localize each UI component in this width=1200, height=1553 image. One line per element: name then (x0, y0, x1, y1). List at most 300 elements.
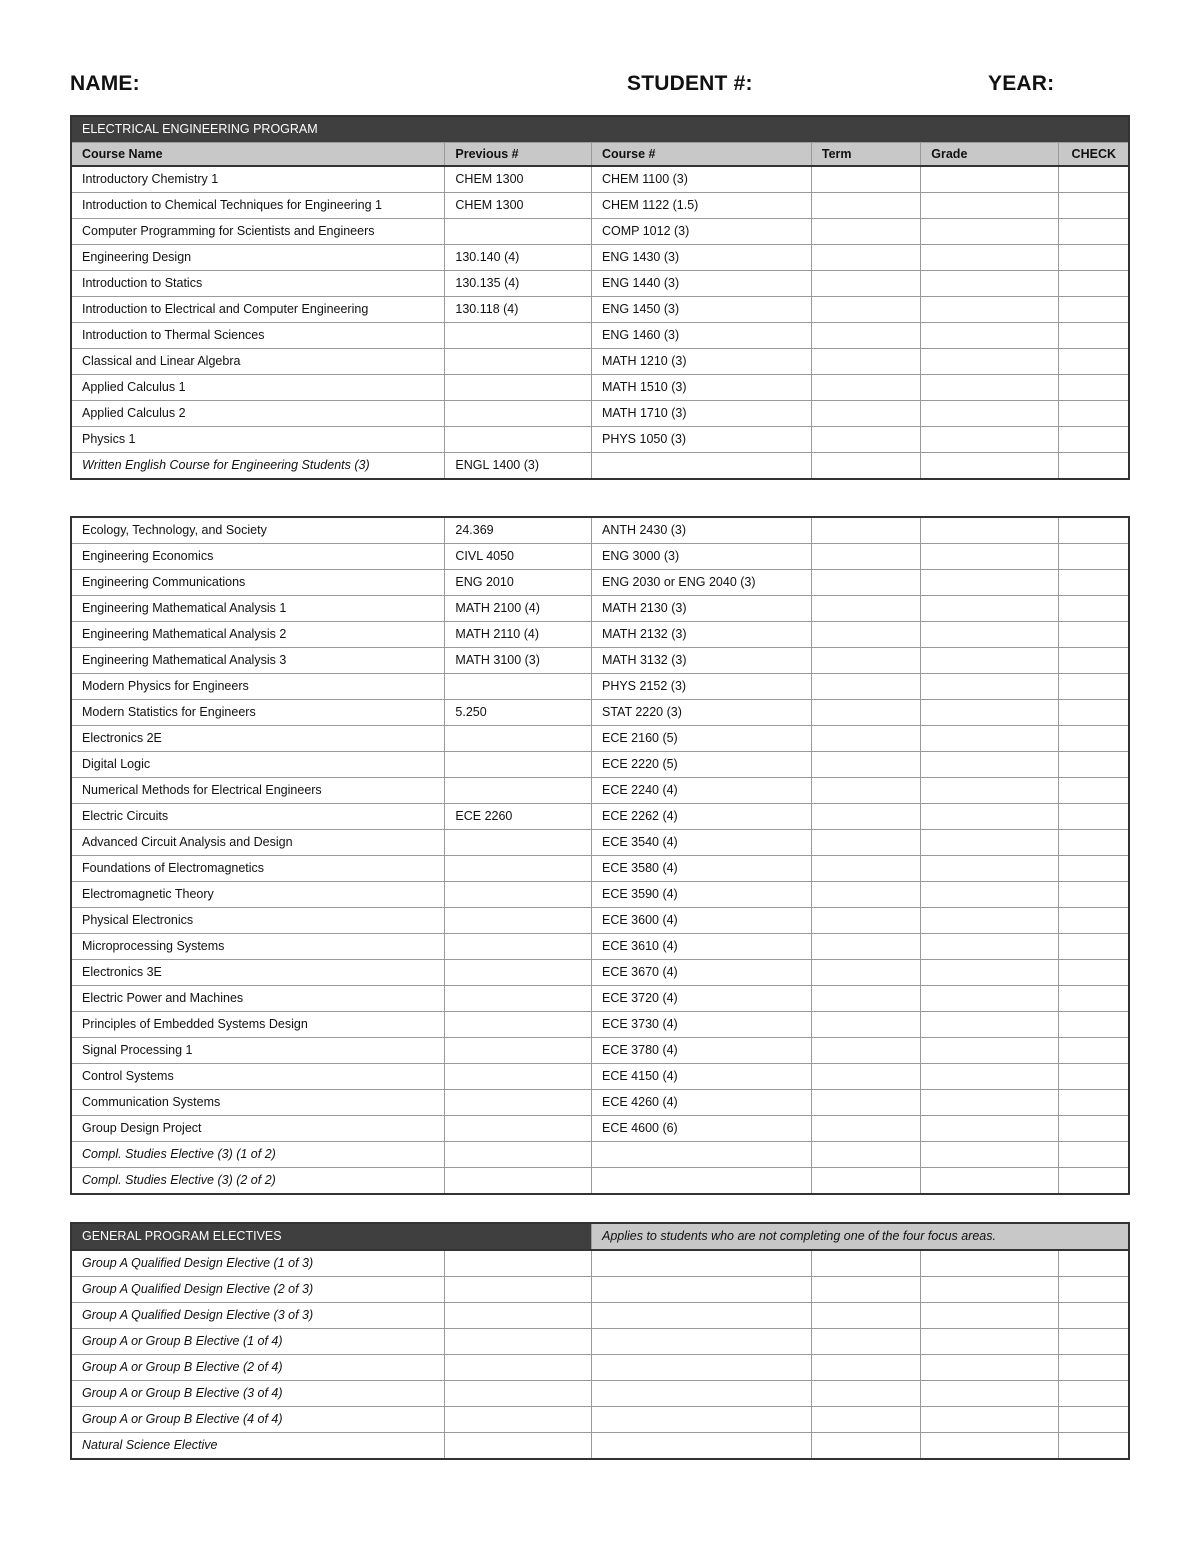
term-cell[interactable] (811, 517, 920, 544)
course-name-cell: Engineering Mathematical Analysis 3 (71, 648, 445, 674)
check-cell[interactable] (1059, 1433, 1129, 1460)
previous-number-cell: MATH 2110 (4) (445, 622, 592, 648)
term-cell[interactable] (811, 1064, 920, 1090)
term-cell[interactable] (811, 674, 920, 700)
term-cell[interactable] (811, 1407, 920, 1433)
previous-number-cell (445, 908, 592, 934)
col-course-name: Course Name (71, 143, 445, 167)
check-cell[interactable] (1059, 245, 1129, 271)
previous-number-cell (445, 934, 592, 960)
previous-number-cell (445, 1433, 592, 1460)
course-name-cell: Signal Processing 1 (71, 1038, 445, 1064)
term-cell[interactable] (811, 297, 920, 323)
elective-name-cell: Group A Qualified Design Elective (2 of 3) (71, 1277, 445, 1303)
grade-cell[interactable] (921, 297, 1059, 323)
previous-number-cell (445, 778, 592, 804)
elective-row (71, 1381, 1129, 1407)
previous-number-cell: MATH 2100 (4) (445, 596, 592, 622)
upper-year-rows (71, 517, 1129, 1194)
grade-cell[interactable] (921, 219, 1059, 245)
grade-cell[interactable] (921, 427, 1059, 453)
course-number-cell: ECE 3540 (4) (591, 830, 811, 856)
check-cell[interactable] (1059, 453, 1129, 480)
previous-number-cell (445, 1142, 592, 1168)
course-number-cell: ECE 3580 (4) (591, 856, 811, 882)
previous-number-cell: ECE 2260 (445, 804, 592, 830)
previous-number-cell: 130.118 (4) (445, 297, 592, 323)
term-cell[interactable] (811, 349, 920, 375)
previous-number-cell (445, 1381, 592, 1407)
check-cell[interactable] (1059, 1012, 1129, 1038)
check-cell[interactable] (1059, 427, 1129, 453)
check-cell[interactable] (1059, 544, 1129, 570)
course-number-cell: ENG 3000 (3) (591, 544, 811, 570)
term-cell[interactable] (811, 908, 920, 934)
course-row (71, 219, 1129, 245)
grade-cell[interactable] (921, 323, 1059, 349)
elective-name-cell: Group A Qualified Design Elective (3 of 3) (71, 1303, 445, 1329)
term-cell[interactable] (811, 245, 920, 271)
course-number-cell[interactable] (591, 1381, 811, 1407)
course-number-cell[interactable] (591, 1250, 811, 1277)
course-number-cell[interactable] (591, 1433, 811, 1460)
student-number-label: STUDENT #: (627, 72, 753, 95)
course-name-cell: Modern Physics for Engineers (71, 674, 445, 700)
term-cell[interactable] (811, 544, 920, 570)
grade-cell[interactable] (921, 1012, 1059, 1038)
course-row (71, 1038, 1129, 1064)
check-cell[interactable] (1059, 1038, 1129, 1064)
course-number-cell: ECE 2262 (4) (591, 804, 811, 830)
check-cell[interactable] (1059, 297, 1129, 323)
grade-cell[interactable] (921, 700, 1059, 726)
course-row (71, 752, 1129, 778)
check-cell[interactable] (1059, 219, 1129, 245)
grade-cell[interactable] (921, 453, 1059, 480)
course-number-cell: ECE 3600 (4) (591, 908, 811, 934)
course-row (71, 726, 1129, 752)
grade-cell[interactable] (921, 856, 1059, 882)
grade-cell[interactable] (921, 622, 1059, 648)
check-cell[interactable] (1059, 596, 1129, 622)
check-cell[interactable] (1059, 193, 1129, 219)
electives-header-row (71, 1223, 1129, 1250)
previous-number-cell: MATH 3100 (3) (445, 648, 592, 674)
course-number-cell: ECE 3730 (4) (591, 1012, 811, 1038)
course-row (71, 1012, 1129, 1038)
course-number-cell: ECE 3720 (4) (591, 986, 811, 1012)
course-number-cell: ENG 1430 (3) (591, 245, 811, 271)
term-cell[interactable] (811, 960, 920, 986)
previous-number-cell: CHEM 1300 (445, 193, 592, 219)
course-row (71, 934, 1129, 960)
term-cell[interactable] (811, 219, 920, 245)
check-cell[interactable] (1059, 674, 1129, 700)
check-cell[interactable] (1059, 1090, 1129, 1116)
course-number-cell: ENG 2030 or ENG 2040 (3) (591, 570, 811, 596)
term-cell[interactable] (811, 752, 920, 778)
course-name-cell: Engineering Communications (71, 570, 445, 596)
previous-number-cell (445, 427, 592, 453)
check-cell[interactable] (1059, 856, 1129, 882)
course-row (71, 1064, 1129, 1090)
course-number-cell: STAT 2220 (3) (591, 700, 811, 726)
course-number-cell: ECE 4260 (4) (591, 1090, 811, 1116)
previous-number-cell: 130.140 (4) (445, 245, 592, 271)
previous-number-cell (445, 375, 592, 401)
grade-cell[interactable] (921, 1381, 1059, 1407)
elective-name-cell: Group A Qualified Design Elective (1 of 3) (71, 1250, 445, 1277)
previous-number-cell (445, 349, 592, 375)
grade-cell[interactable] (921, 375, 1059, 401)
term-cell[interactable] (811, 1012, 920, 1038)
course-name-cell: Compl. Studies Elective (3) (2 of 2) (71, 1168, 445, 1195)
course-name-cell: Introduction to Electrical and Computer Engineering (71, 297, 445, 323)
course-row (71, 271, 1129, 297)
grade-cell[interactable] (921, 1250, 1059, 1277)
previous-number-cell (445, 1407, 592, 1433)
course-number-cell[interactable] (591, 1407, 811, 1433)
grade-cell[interactable] (921, 570, 1059, 596)
student-info-header (70, 72, 1130, 102)
grade-cell[interactable] (921, 1168, 1059, 1195)
check-cell[interactable] (1059, 648, 1129, 674)
check-cell[interactable] (1059, 986, 1129, 1012)
term-cell[interactable] (811, 778, 920, 804)
term-cell[interactable] (811, 726, 920, 752)
course-row (71, 1116, 1129, 1142)
course-row (71, 375, 1129, 401)
check-cell[interactable] (1059, 517, 1129, 544)
course-name-cell: Introduction to Thermal Sciences (71, 323, 445, 349)
course-number-cell: MATH 2132 (3) (591, 622, 811, 648)
check-cell[interactable] (1059, 1329, 1129, 1355)
previous-number-cell (445, 1329, 592, 1355)
previous-number-cell (445, 960, 592, 986)
course-row (71, 960, 1129, 986)
course-number-cell: ECE 2220 (5) (591, 752, 811, 778)
course-row (71, 453, 1129, 480)
elective-name-cell: Group A or Group B Elective (2 of 4) (71, 1355, 445, 1381)
elective-name-cell: Group A or Group B Elective (3 of 4) (71, 1381, 445, 1407)
previous-number-cell (445, 401, 592, 427)
grade-cell[interactable] (921, 166, 1059, 193)
course-number-cell (591, 1168, 811, 1195)
course-row (71, 517, 1129, 544)
term-cell[interactable] (811, 986, 920, 1012)
upper-year-table (70, 516, 1130, 1195)
check-cell[interactable] (1059, 1277, 1129, 1303)
grade-cell[interactable] (921, 674, 1059, 700)
check-cell[interactable] (1059, 375, 1129, 401)
check-cell[interactable] (1059, 960, 1129, 986)
course-row (71, 193, 1129, 219)
check-cell[interactable] (1059, 1064, 1129, 1090)
previous-number-cell (445, 219, 592, 245)
col-check: CHECK (1059, 143, 1129, 167)
grade-cell[interactable] (921, 1090, 1059, 1116)
course-row (71, 804, 1129, 830)
check-cell[interactable] (1059, 752, 1129, 778)
term-cell[interactable] (811, 193, 920, 219)
course-row (71, 778, 1129, 804)
previous-number-cell: ENGL 1400 (3) (445, 453, 592, 480)
check-cell[interactable] (1059, 778, 1129, 804)
term-cell[interactable] (811, 700, 920, 726)
term-cell[interactable] (811, 1303, 920, 1329)
grade-cell[interactable] (921, 1329, 1059, 1355)
column-header-row (71, 143, 1129, 167)
elective-row (71, 1250, 1129, 1277)
course-number-cell: MATH 2130 (3) (591, 596, 811, 622)
check-cell[interactable] (1059, 1303, 1129, 1329)
term-cell[interactable] (811, 375, 920, 401)
electives-rows (71, 1250, 1129, 1459)
course-name-cell: Numerical Methods for Electrical Engineers (71, 778, 445, 804)
term-cell[interactable] (811, 401, 920, 427)
term-cell[interactable] (811, 1038, 920, 1064)
course-number-cell[interactable] (591, 1303, 811, 1329)
course-number-cell: ECE 2160 (5) (591, 726, 811, 752)
course-name-cell: Electric Power and Machines (71, 986, 445, 1012)
course-row (71, 908, 1129, 934)
grade-cell[interactable] (921, 648, 1059, 674)
grade-cell[interactable] (921, 193, 1059, 219)
course-row (71, 245, 1129, 271)
term-cell[interactable] (811, 570, 920, 596)
course-name-cell: Electronics 2E (71, 726, 445, 752)
previous-number-cell (445, 752, 592, 778)
course-row (71, 882, 1129, 908)
term-cell[interactable] (811, 453, 920, 480)
check-cell[interactable] (1059, 1250, 1129, 1277)
check-cell[interactable] (1059, 882, 1129, 908)
col-term: Term (811, 143, 920, 167)
course-number-cell: CHEM 1100 (3) (591, 166, 811, 193)
course-number-cell: MATH 3132 (3) (591, 648, 811, 674)
grade-cell[interactable] (921, 1116, 1059, 1142)
course-name-cell: Electric Circuits (71, 804, 445, 830)
grade-cell[interactable] (921, 271, 1059, 297)
course-row (71, 1090, 1129, 1116)
term-cell[interactable] (811, 1116, 920, 1142)
check-cell[interactable] (1059, 726, 1129, 752)
course-row (71, 1142, 1129, 1168)
check-cell[interactable] (1059, 323, 1129, 349)
course-name-cell: Applied Calculus 1 (71, 375, 445, 401)
term-cell[interactable] (811, 622, 920, 648)
check-cell[interactable] (1059, 166, 1129, 193)
course-row (71, 297, 1129, 323)
check-cell[interactable] (1059, 1381, 1129, 1407)
check-cell[interactable] (1059, 700, 1129, 726)
electives-title: GENERAL PROGRAM ELECTIVES (71, 1223, 591, 1250)
check-cell[interactable] (1059, 401, 1129, 427)
course-name-cell: Group Design Project (71, 1116, 445, 1142)
grade-cell[interactable] (921, 1277, 1059, 1303)
term-cell[interactable] (811, 1381, 920, 1407)
course-number-cell: CHEM 1122 (1.5) (591, 193, 811, 219)
previous-number-cell (445, 1116, 592, 1142)
grade-cell[interactable] (921, 1038, 1059, 1064)
course-row (71, 674, 1129, 700)
grade-cell[interactable] (921, 1142, 1059, 1168)
term-cell[interactable] (811, 596, 920, 622)
term-cell[interactable] (811, 1168, 920, 1195)
check-cell[interactable] (1059, 830, 1129, 856)
term-cell[interactable] (811, 804, 920, 830)
grade-cell[interactable] (921, 1355, 1059, 1381)
previous-number-cell (445, 323, 592, 349)
previous-number-cell (445, 856, 592, 882)
course-number-cell: ECE 3670 (4) (591, 960, 811, 986)
grade-cell[interactable] (921, 778, 1059, 804)
course-number-cell: MATH 1710 (3) (591, 401, 811, 427)
check-cell[interactable] (1059, 1355, 1129, 1381)
term-cell[interactable] (811, 166, 920, 193)
grade-cell[interactable] (921, 804, 1059, 830)
col-course: Course # (591, 143, 811, 167)
elective-row (71, 1303, 1129, 1329)
course-name-cell: Classical and Linear Algebra (71, 349, 445, 375)
grade-cell[interactable] (921, 830, 1059, 856)
term-cell[interactable] (811, 323, 920, 349)
course-number-cell (591, 1142, 811, 1168)
course-name-cell: Introduction to Chemical Techniques for Engineering 1 (71, 193, 445, 219)
course-name-cell: Electronics 3E (71, 960, 445, 986)
previous-number-cell: CHEM 1300 (445, 166, 592, 193)
grade-cell[interactable] (921, 1064, 1059, 1090)
check-cell[interactable] (1059, 1407, 1129, 1433)
term-cell[interactable] (811, 882, 920, 908)
course-number-cell: PHYS 1050 (3) (591, 427, 811, 453)
grade-cell[interactable] (921, 986, 1059, 1012)
course-row (71, 166, 1129, 193)
check-cell[interactable] (1059, 1142, 1129, 1168)
electives-note: Applies to students who are not completing one of the four focus areas. (591, 1223, 1129, 1250)
previous-number-cell (445, 1012, 592, 1038)
previous-number-cell (445, 674, 592, 700)
grade-cell[interactable] (921, 349, 1059, 375)
grade-cell[interactable] (921, 401, 1059, 427)
course-row (71, 648, 1129, 674)
check-cell[interactable] (1059, 1168, 1129, 1195)
course-name-cell: Digital Logic (71, 752, 445, 778)
course-name-cell: Control Systems (71, 1064, 445, 1090)
grade-cell[interactable] (921, 1433, 1059, 1460)
previous-number-cell: ENG 2010 (445, 570, 592, 596)
course-row (71, 1168, 1129, 1195)
course-name-cell: Computer Programming for Scientists and Engineers (71, 219, 445, 245)
elective-row (71, 1355, 1129, 1381)
course-number-cell[interactable] (591, 1329, 811, 1355)
check-cell[interactable] (1059, 1116, 1129, 1142)
previous-number-cell (445, 986, 592, 1012)
course-number-cell: ENG 1440 (3) (591, 271, 811, 297)
course-number-cell: MATH 1210 (3) (591, 349, 811, 375)
term-cell[interactable] (811, 427, 920, 453)
course-row (71, 570, 1129, 596)
course-number-cell: ANTH 2430 (3) (591, 517, 811, 544)
course-row (71, 544, 1129, 570)
grade-cell[interactable] (921, 245, 1059, 271)
elective-name-cell: Group A or Group B Elective (4 of 4) (71, 1407, 445, 1433)
term-cell[interactable] (811, 271, 920, 297)
check-cell[interactable] (1059, 271, 1129, 297)
grade-cell[interactable] (921, 960, 1059, 986)
previous-number-cell (445, 1355, 592, 1381)
course-name-cell: Principles of Embedded Systems Design (71, 1012, 445, 1038)
elective-row (71, 1407, 1129, 1433)
course-name-cell: Ecology, Technology, and Society (71, 517, 445, 544)
grade-cell[interactable] (921, 1407, 1059, 1433)
course-row (71, 700, 1129, 726)
year-label: YEAR: (988, 72, 1055, 95)
term-cell[interactable] (811, 1355, 920, 1381)
course-name-cell: Engineering Economics (71, 544, 445, 570)
term-cell[interactable] (811, 856, 920, 882)
check-cell[interactable] (1059, 908, 1129, 934)
grade-cell[interactable] (921, 882, 1059, 908)
course-name-cell: Applied Calculus 2 (71, 401, 445, 427)
course-number-cell[interactable] (591, 1355, 811, 1381)
term-cell[interactable] (811, 648, 920, 674)
course-name-cell: Compl. Studies Elective (3) (1 of 2) (71, 1142, 445, 1168)
check-cell[interactable] (1059, 570, 1129, 596)
term-cell[interactable] (811, 830, 920, 856)
term-cell[interactable] (811, 1142, 920, 1168)
grade-cell[interactable] (921, 934, 1059, 960)
course-name-cell: Communication Systems (71, 1090, 445, 1116)
grade-cell[interactable] (921, 908, 1059, 934)
term-cell[interactable] (811, 1329, 920, 1355)
elective-name-cell: Natural Science Elective (71, 1433, 445, 1460)
check-cell[interactable] (1059, 349, 1129, 375)
term-cell[interactable] (811, 1090, 920, 1116)
grade-cell[interactable] (921, 596, 1059, 622)
previous-number-cell: 5.250 (445, 700, 592, 726)
grade-cell[interactable] (921, 544, 1059, 570)
col-previous: Previous # (445, 143, 592, 167)
grade-cell[interactable] (921, 726, 1059, 752)
check-cell[interactable] (1059, 804, 1129, 830)
first-year-rows (71, 166, 1129, 479)
previous-number-cell (445, 1250, 592, 1277)
previous-number-cell (445, 1038, 592, 1064)
course-name-cell: Physical Electronics (71, 908, 445, 934)
term-cell[interactable] (811, 934, 920, 960)
term-cell[interactable] (811, 1433, 920, 1460)
check-cell[interactable] (1059, 934, 1129, 960)
course-number-cell: ENG 1450 (3) (591, 297, 811, 323)
course-row (71, 622, 1129, 648)
term-cell[interactable] (811, 1250, 920, 1277)
course-number-cell: ECE 4600 (6) (591, 1116, 811, 1142)
grade-cell[interactable] (921, 752, 1059, 778)
course-number-cell[interactable] (591, 1277, 811, 1303)
name-label: NAME: (70, 72, 140, 95)
course-number-cell: COMP 1012 (3) (591, 219, 811, 245)
grade-cell[interactable] (921, 517, 1059, 544)
course-number-cell: ECE 3780 (4) (591, 1038, 811, 1064)
term-cell[interactable] (811, 1277, 920, 1303)
previous-number-cell (445, 1277, 592, 1303)
course-number-cell: PHYS 2152 (3) (591, 674, 811, 700)
course-name-cell: Foundations of Electromagnetics (71, 856, 445, 882)
grade-cell[interactable] (921, 1303, 1059, 1329)
course-name-cell: Engineering Mathematical Analysis 2 (71, 622, 445, 648)
check-cell[interactable] (1059, 622, 1129, 648)
